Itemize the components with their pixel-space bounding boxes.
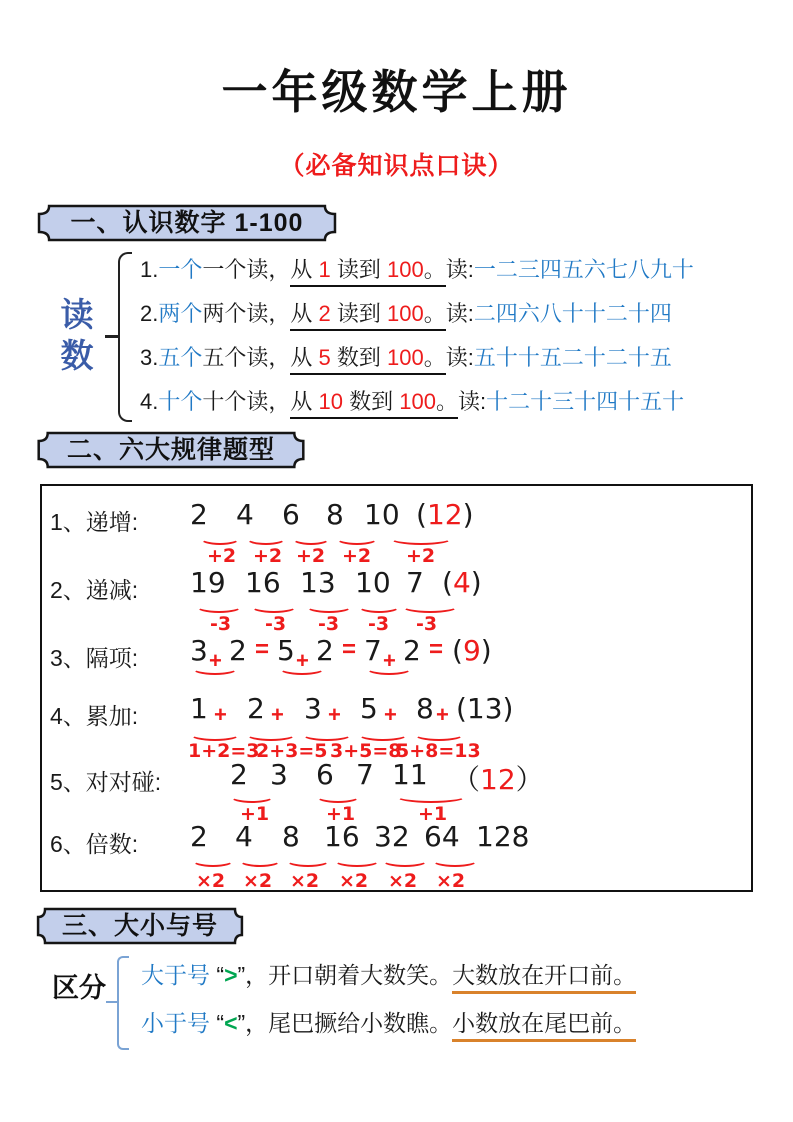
pattern-row-decrease [44, 566, 751, 634]
read-sequence: 一二三四五六七八九十 [473, 257, 694, 282]
plus-sign: + [436, 702, 449, 727]
arc-curve [246, 532, 286, 545]
highlighted-rule: 小数放在尾巴前。 [452, 1010, 636, 1042]
rule-lead: 十个 [158, 389, 203, 414]
sequence-number: 2 [190, 820, 208, 853]
arc-curve [251, 600, 297, 613]
sequence-number: 2 [247, 692, 265, 725]
paren-close: ) [480, 634, 492, 667]
arc-curve [239, 854, 281, 867]
arc-label: ×2 [243, 870, 273, 892]
left-brace [118, 252, 132, 422]
arc-curve [200, 532, 240, 545]
sequence-number: 4 [235, 820, 253, 853]
section1-heading: 一、认识数字 1-100 [70, 209, 304, 237]
sequence-number: 6 [282, 498, 300, 531]
arc-label: +2 [342, 545, 372, 567]
greater-than-symbol: > [224, 962, 238, 988]
plus-sign: + [209, 648, 222, 673]
range-to: 数到 [343, 389, 400, 414]
arc-label: +2 [207, 545, 237, 567]
quote-close: ” [237, 962, 246, 988]
sequence-number: 16 [324, 820, 360, 853]
answer-value: 12 [480, 763, 516, 796]
answer-group [416, 498, 474, 531]
rule-lead: 两个 [158, 301, 203, 326]
range-end: 100 [387, 301, 424, 326]
term-number: 5 [277, 634, 295, 667]
read-label: 读: [445, 345, 474, 370]
sequence-number: 7 [356, 758, 374, 791]
pattern-row-increase [44, 498, 751, 566]
arc-curve [336, 532, 378, 545]
term-number: 2 [316, 634, 334, 667]
term-number: 3 [190, 634, 208, 667]
arc-label: 3+5=8 [330, 740, 402, 762]
answer-value: 4 [452, 566, 471, 599]
arc-label: +2 [296, 545, 326, 567]
arc-curve [402, 600, 458, 613]
plus-sign: + [271, 702, 284, 727]
read-rule-line-3 [140, 336, 694, 380]
plus-sign: + [296, 648, 309, 673]
arc-label: 5+8=13 [396, 740, 481, 762]
range-to: 读到 [330, 257, 387, 282]
read-rule-line-1 [140, 248, 694, 292]
arc-curve [196, 600, 242, 613]
row-label: 4、累加: [50, 703, 139, 729]
read-rules-list [140, 248, 694, 424]
arc-label: +2 [406, 545, 436, 567]
term-number: 7 [364, 634, 382, 667]
answer-value: 9 [462, 634, 481, 667]
arc-curve [286, 854, 330, 867]
row-label: 1、递增: [50, 509, 139, 535]
rule-text: 两个读， [202, 301, 291, 326]
rule-number: 2. [140, 301, 159, 326]
answer-value: 12 [426, 498, 463, 531]
arc-curve [396, 790, 466, 803]
range-start: 2 [318, 301, 331, 326]
page-subtitle: （必备知识点口诀） [279, 152, 514, 180]
pattern-row-multiples [44, 820, 751, 892]
sequence-number: 64 [424, 820, 460, 853]
plus-sign: + [214, 702, 227, 727]
arc-curve [230, 790, 274, 803]
sequence-number: 8 [282, 820, 300, 853]
range-to: 数到 [330, 345, 387, 370]
underlined-range [290, 257, 445, 287]
quote-close: ” [237, 1010, 246, 1036]
sequence-number: 8 [326, 498, 344, 531]
pattern-row-cumulative [44, 692, 751, 760]
row-label: 2、递减: [50, 577, 139, 603]
paren-open: ( [452, 634, 463, 667]
range-from: 从 [290, 257, 319, 282]
greater-than-rule [141, 958, 636, 992]
range-from: 从 [290, 301, 319, 326]
answer-group [452, 758, 544, 798]
equals-sign: = [342, 636, 357, 663]
paren-close: ) [470, 566, 482, 599]
read-numbers-group [0, 246, 793, 436]
arc-label: ×2 [436, 870, 466, 892]
answer-group: (13) [456, 692, 514, 725]
term-label: 大于号 [141, 962, 210, 988]
range-period: 。 [423, 257, 446, 282]
arc-label: ×2 [290, 870, 320, 892]
arc-label: 1+2=3 [188, 740, 260, 762]
answer-group [452, 634, 492, 667]
sequence-number: 10 [364, 498, 400, 531]
read-sequence: 二四六八十十二十四 [473, 301, 672, 326]
equals-sign: = [255, 636, 270, 663]
read-sequence: 十二十三十四十五十 [486, 389, 685, 414]
sequence-number: 8 [416, 692, 434, 725]
section3-heading: 三、大小与号 [61, 912, 218, 940]
term-label: 小于号 [141, 1010, 210, 1036]
rule-number: 3. [140, 345, 159, 370]
row-label: 3、隔项: [50, 645, 139, 671]
arc-curve [334, 854, 380, 867]
quote-open: “ [210, 962, 225, 988]
arc-label: 2+3=5 [256, 740, 328, 762]
term-number: 2 [403, 634, 421, 667]
page-title: 一年级数学上册 [221, 66, 572, 118]
sequence-number: 1 [190, 692, 208, 725]
read-rule-line-2 [140, 292, 694, 336]
comparison-group [0, 950, 793, 1070]
range-end: 100 [399, 389, 436, 414]
section1-heading-plaque [36, 203, 338, 243]
term-number: 2 [229, 634, 247, 667]
sequence-number: 6 [316, 758, 334, 791]
arc-label: +1 [326, 803, 356, 825]
arc-label: ×2 [339, 870, 369, 892]
less-than-symbol: < [224, 1010, 238, 1036]
sequence-number: 11 [392, 758, 428, 791]
side-label-distinguish: 区分 [52, 973, 106, 1003]
paren-close: ) [462, 498, 474, 531]
arc-curve [292, 532, 330, 545]
read-label: 读: [445, 301, 474, 326]
arc-curve [192, 854, 234, 867]
underlined-range [290, 301, 445, 331]
pattern-box [40, 484, 753, 892]
paren-close: ） [515, 763, 544, 796]
underlined-range [290, 345, 445, 375]
plus-sign: + [328, 702, 341, 727]
arc-curve [382, 854, 428, 867]
sequence-number: 3 [270, 758, 288, 791]
arc-label: ×2 [388, 870, 418, 892]
left-brace [117, 956, 129, 1050]
rule-text: 五个读， [202, 345, 291, 370]
row-label: 5、对对碰: [50, 769, 162, 795]
rule-lead: 五个 [158, 345, 203, 370]
row-label: 6、倍数: [50, 831, 139, 857]
sequence-number: 4 [236, 498, 254, 531]
paren-open: （ [452, 763, 481, 796]
brace-tick [106, 1001, 117, 1003]
sequence-number: 16 [245, 566, 281, 599]
arc-label: +2 [253, 545, 283, 567]
arc-label: -3 [416, 613, 438, 635]
rule-text: 一个读， [202, 257, 291, 282]
range-end: 100 [387, 257, 424, 282]
arc-curve [366, 662, 412, 675]
range-end: 100 [387, 345, 424, 370]
rule-text: 十个读， [202, 389, 291, 414]
read-label: 读: [457, 389, 487, 414]
arc-curve [316, 790, 360, 803]
arc-label: +1 [240, 803, 270, 825]
range-start: 10 [318, 389, 343, 414]
sequence-number: 2 [230, 758, 248, 791]
range-period: 。 [435, 389, 458, 414]
plus-sign: + [384, 702, 397, 727]
arc-label: -3 [210, 613, 232, 635]
brace-tick [105, 335, 118, 338]
read-rule-line-4 [140, 380, 694, 424]
answer-group [442, 566, 482, 599]
highlighted-rule: 大数放在开口前。 [452, 962, 636, 994]
range-from: 从 [290, 345, 319, 370]
arc-label: ×2 [196, 870, 226, 892]
quote-open: “ [210, 1010, 225, 1036]
sequence-number: 13 [300, 566, 336, 599]
range-from: 从 [290, 389, 319, 414]
sequence-number: 5 [360, 692, 378, 725]
sequence-number: 32 [374, 820, 410, 853]
arc-curve [192, 662, 238, 675]
range-start: 5 [318, 345, 331, 370]
paren-open: ( [442, 566, 453, 599]
arc-curve [390, 532, 452, 545]
range-to: 读到 [330, 301, 387, 326]
rule-lead: 一个 [158, 257, 203, 282]
sequence-number: 128 [476, 820, 530, 853]
section2-heading-plaque [36, 430, 306, 470]
paren-open: ( [416, 498, 427, 531]
rule-number: 4. [140, 389, 159, 414]
rule-text: ，开口朝着大数笑。 [245, 962, 453, 988]
arc-curve [306, 600, 352, 613]
arc-label: -3 [318, 613, 340, 635]
sequence-number: 10 [355, 566, 391, 599]
sequence-number: 7 [406, 566, 424, 599]
arc-curve [358, 600, 400, 613]
section2-heading: 二、六大规律题型 [66, 436, 275, 464]
rule-number: 1. [140, 257, 159, 282]
sequence-number: 2 [190, 498, 208, 531]
arc-curve [432, 854, 478, 867]
sequence-number: 19 [190, 566, 226, 599]
range-period: 。 [423, 345, 446, 370]
pattern-row-pairs [44, 758, 751, 826]
range-start: 1 [318, 257, 331, 282]
read-sequence: 五十十五二十二十五 [473, 345, 672, 370]
less-than-rule [141, 1006, 636, 1040]
sequence-number: 3 [304, 692, 322, 725]
section3-heading-plaque [36, 906, 244, 946]
rule-text: ，尾巴撅给小数瞧。 [245, 1010, 453, 1036]
underlined-range [290, 389, 458, 419]
arc-label: -3 [265, 613, 287, 635]
plus-sign: + [383, 648, 396, 673]
side-label-read-numbers: 读数 [60, 296, 94, 375]
arc-label: -3 [368, 613, 390, 635]
equals-sign: = [429, 636, 444, 663]
read-label: 读: [445, 257, 474, 282]
arc-curve [279, 662, 325, 675]
range-period: 。 [423, 301, 446, 326]
arc-label: +1 [418, 803, 448, 825]
